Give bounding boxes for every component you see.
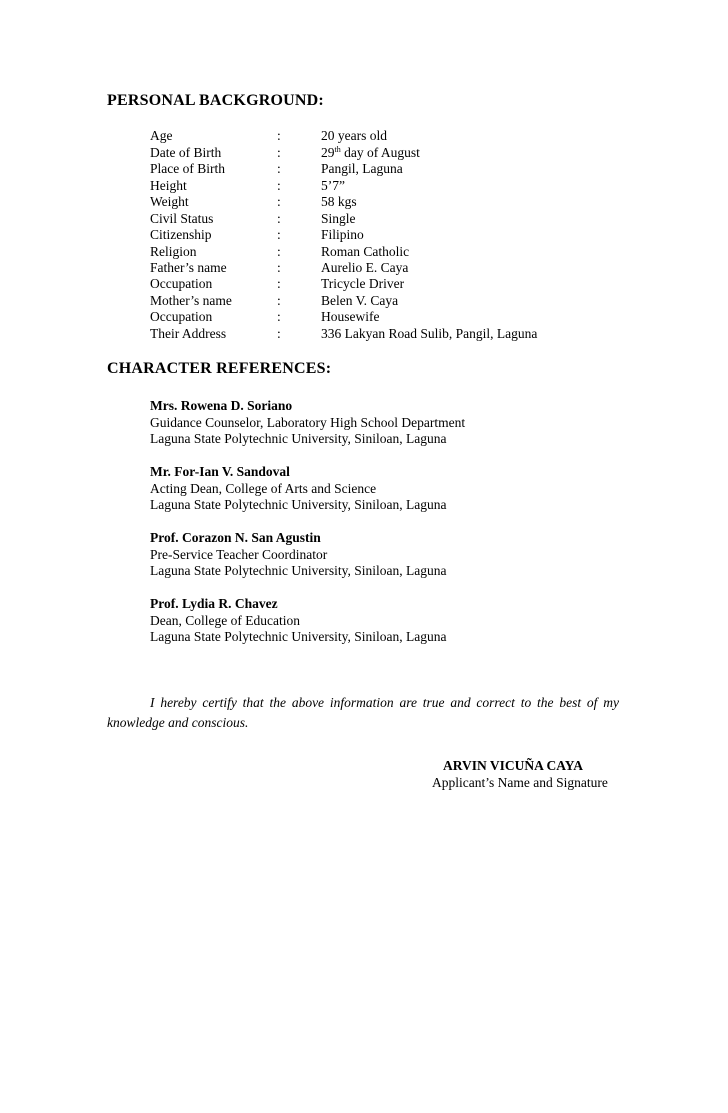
row-separator: : (277, 161, 281, 176)
reference-name: Prof. Lydia R. Chavez (150, 596, 278, 611)
row-value: 29th day of August (321, 144, 420, 160)
row-separator: : (277, 177, 281, 193)
row-label: Mother’s name (150, 292, 232, 308)
row-label: Religion (150, 243, 197, 259)
row-label: Weight (150, 194, 189, 209)
row-value: Housewife (321, 309, 380, 324)
row-label: Citizenship (150, 227, 212, 242)
row-label: Occupation (150, 276, 213, 291)
row-separator: : (277, 227, 281, 242)
reference-name: Mrs. Rowena D. Soriano (150, 398, 293, 413)
row-separator: : (277, 210, 281, 226)
reference-institution: Laguna State Polytechnic University, Siniloan, Laguna (150, 431, 447, 446)
reference-position: Acting Dean, College of Arts and Science (150, 480, 377, 496)
row-label: Civil Status (150, 210, 214, 226)
row-value: 336 Lakyan Road Sulib, Pangil, Laguna (321, 325, 538, 341)
certification-statement: I hereby certify that the above information are true and correct to the best of my knowledge and conscious. (107, 695, 619, 730)
row-value: Pangil, Laguna (321, 161, 403, 176)
reference-name: Prof. Corazon N. San Agustin (150, 530, 321, 545)
row-label: Age (150, 128, 173, 143)
row-separator: : (277, 276, 281, 291)
row-value: Roman Catholic (321, 243, 410, 259)
reference-entry (150, 464, 446, 514)
reference-entry (150, 596, 446, 646)
row-value: Single (321, 210, 356, 226)
row-separator: : (277, 243, 281, 259)
row-value: 58 kgs (321, 194, 357, 209)
reference-institution: Laguna State Polytechnic University, Siniloan, Laguna (150, 497, 447, 512)
row-label: Occupation (150, 309, 213, 324)
row-separator: : (277, 309, 281, 324)
row-separator: : (277, 260, 281, 275)
row-label: Date of Birth (150, 144, 222, 160)
row-value: Filipino (321, 227, 364, 242)
signature-caption: Applicant’s Name and Signature (432, 775, 608, 790)
row-value: 20 years old (321, 128, 387, 143)
applicant-name: ARVIN VICUÑA CAYA (443, 758, 584, 773)
reference-position: Guidance Counselor, Laboratory High School Department (150, 414, 466, 430)
row-label: Father’s name (150, 260, 227, 275)
reference-institution: Laguna State Polytechnic University, Siniloan, Laguna (150, 629, 447, 644)
row-label: Place of Birth (150, 161, 225, 176)
row-separator: : (277, 292, 281, 308)
reference-position: Dean, College of Education (150, 612, 300, 628)
reference-entry (150, 398, 465, 448)
row-value: Belen V. Caya (321, 292, 399, 308)
row-separator: : (277, 144, 281, 160)
row-label: Height (150, 177, 187, 193)
reference-position: Pre-Service Teacher Coordinator (150, 546, 328, 562)
personal-background-heading: PERSONAL BACKGROUND: (107, 92, 324, 109)
row-value: 5’7” (321, 177, 345, 193)
row-separator: : (277, 325, 281, 341)
row-separator: : (277, 194, 281, 209)
row-value: Tricycle Driver (321, 276, 405, 291)
reference-entry (150, 530, 446, 580)
character-references-heading: CHARACTER REFERENCES: (107, 360, 332, 377)
row-label: Their Address (150, 325, 227, 341)
reference-institution: Laguna State Polytechnic University, Siniloan, Laguna (150, 563, 447, 578)
row-separator: : (277, 128, 281, 143)
row-value: Aurelio E. Caya (321, 260, 409, 275)
reference-name: Mr. For-Ian V. Sandoval (150, 464, 290, 479)
